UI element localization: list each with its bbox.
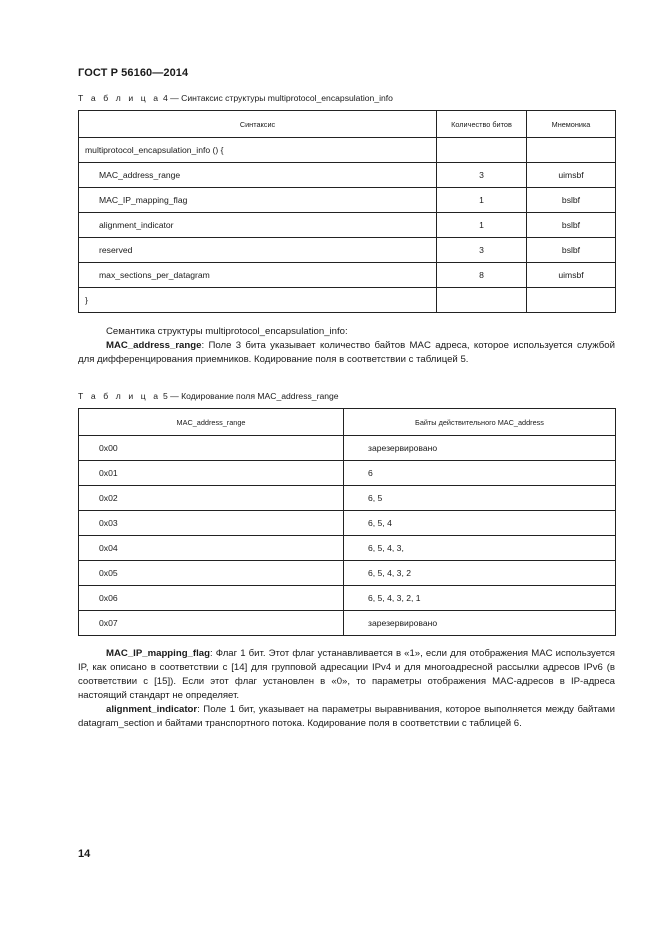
bytes-cell: зарезервировано [344,611,616,636]
syntax-cell: max_sections_per_datagram [79,263,437,288]
table-row [79,288,616,313]
table-row [79,511,616,536]
syntax-table [78,110,616,313]
bytes-cell: 6 [344,461,616,486]
table-row [79,163,616,188]
term-mac-ip-mapping-flag: MAC_IP_mapping_flag [106,648,210,659]
table-row [79,263,616,288]
table-row [79,238,616,263]
syntax-cell: MAC_IP_mapping_flag [79,188,437,213]
code-cell: 0x02 [79,486,344,511]
table-row [79,586,616,611]
table-header-row [79,111,616,138]
column-header-valid-bytes: Байты действительного MAC_address [344,409,616,436]
alignment-indicator-paragraph [78,703,615,731]
syntax-open-cell: multiprotocol_encapsulation_info () { [79,138,437,163]
table-header-row [79,409,616,436]
mnemonic-cell: uimsbf [527,263,616,288]
table-row [79,536,616,561]
mnemonic-cell: bslbf [527,188,616,213]
bytes-cell: 6, 5, 4, 3, 2, 1 [344,586,616,611]
code-cell: 0x04 [79,536,344,561]
code-cell: 0x06 [79,586,344,611]
semantics-section-2 [78,647,615,731]
semantics-section [78,325,615,367]
table-row [79,461,616,486]
table-row [79,611,616,636]
mac-range-coding-table [78,408,616,636]
bits-cell: 1 [437,213,527,238]
empty-cell [437,138,527,163]
mac-address-range-description: : Поле 3 бита указывает количество байтов MAC адреса, которое используется службой для дифференцирования приемников. Кодирование поля в соответствии с таблицей 5. [78,340,615,365]
table-5-caption [78,391,339,401]
bits-cell: 3 [437,163,527,188]
bytes-cell: 6, 5 [344,486,616,511]
table-4-caption-text: 4 — Синтаксис структуры multiprotocol_encapsulation_info [160,93,393,103]
term-mac-address-range: MAC_address_range [106,340,202,351]
bits-cell: 3 [437,238,527,263]
table-4-caption-prefix: Т а б л и ц а [78,93,161,103]
table-row [79,188,616,213]
table-4-caption [78,93,393,103]
bytes-cell: 6, 5, 4 [344,511,616,536]
document-header: ГОСТ Р 56160—2014 [78,67,189,79]
column-header-mnemonic: Мнемоника [527,111,616,138]
table-row [79,486,616,511]
column-header-mac-range: MAC_address_range [79,409,344,436]
mnemonic-cell: bslbf [527,213,616,238]
empty-cell [437,288,527,313]
semantics-intro: Семантика структуры multiprotocol_encapsulation_info: [106,326,348,337]
bits-cell: 8 [437,263,527,288]
bytes-cell: 6, 5, 4, 3, [344,536,616,561]
mnemonic-cell: bslbf [527,238,616,263]
syntax-cell: alignment_indicator [79,213,437,238]
syntax-close-cell: } [79,288,437,313]
syntax-cell: MAC_address_range [79,163,437,188]
code-cell: 0x07 [79,611,344,636]
code-cell: 0x03 [79,511,344,536]
column-header-syntax: Синтаксис [79,111,437,138]
page-number: 14 [78,848,91,860]
table-row [79,561,616,586]
code-cell: 0x01 [79,461,344,486]
table-row [79,138,616,163]
column-header-bits: Количество битов [437,111,527,138]
alignment-indicator-description: : Поле 1 бит, указывает на параметры выравнивания, которое выполняется между байтами datagram_section и байтами транспортного потока. Кодирование поля в соответствии с таблицей 6. [78,704,615,729]
table-row [79,213,616,238]
mac-ip-mapping-flag-paragraph [78,647,615,703]
empty-cell [527,288,616,313]
code-cell: 0x05 [79,561,344,586]
table-5-caption-prefix: Т а б л и ц а [78,391,161,401]
table-5-caption-text: 5 — Кодирование поля MAC_address_range [160,391,339,401]
term-alignment-indicator: alignment_indicator [106,704,198,715]
mac-ip-mapping-flag-description: : Флаг 1 бит. Этот флаг устанавливается в «1», если для отображения MAC используется IP, как описано в соответствии с [14] для групповой адресации IPv4 и для многоадресной рассылки адресов IPv6 (в соответствии с [15]). Если этот флаг установлен в «0», то параметры отображения MAC-адресов в IP-адреса настоящий стандарт не определяет. [78,648,615,701]
syntax-cell: reserved [79,238,437,263]
table-row [79,436,616,461]
code-cell: 0x00 [79,436,344,461]
mnemonic-cell: uimsbf [527,163,616,188]
bytes-cell: зарезервировано [344,436,616,461]
mac-address-range-paragraph [78,339,615,367]
bits-cell: 1 [437,188,527,213]
bytes-cell: 6, 5, 4, 3, 2 [344,561,616,586]
empty-cell [527,138,616,163]
